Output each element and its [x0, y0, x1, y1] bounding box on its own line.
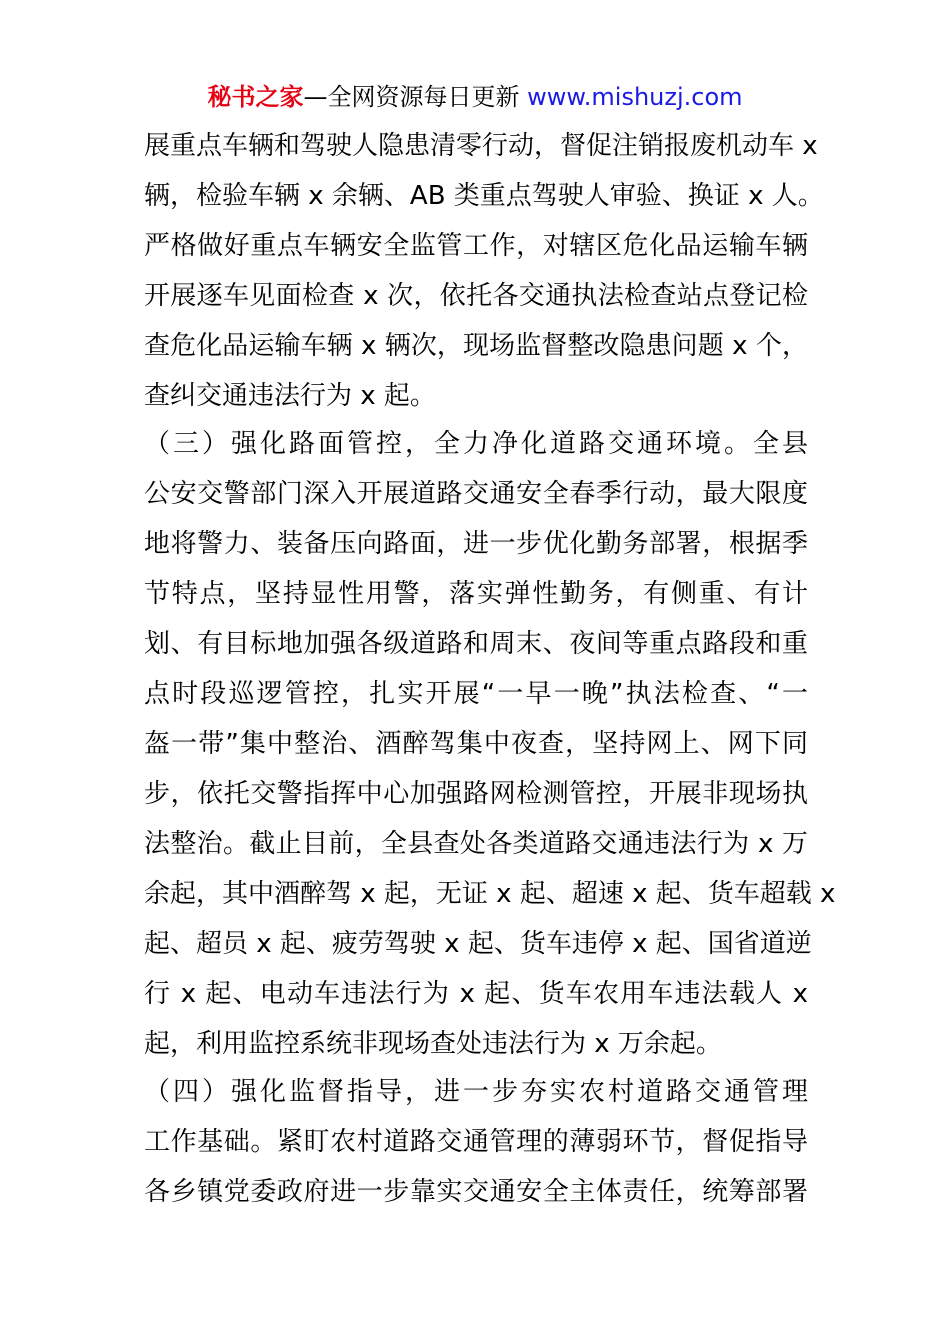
text-line: 节特点，坚持显性用警，落实弹性勤务，有侧重、有计 [144, 579, 808, 609]
text-line: 工作基础。紧盯农村道路交通管理的薄弱环节，督促指导 [144, 1127, 808, 1157]
text-line: 地将警力、装备压向路面，进一步优化勤务部署，根据季 [144, 529, 808, 559]
text-line: 各乡镇党委政府进一步靠实交通安全主体责任，统筹部署 [144, 1177, 808, 1207]
text-line: 起，利用监控系统非现场查处违法行为 x 万余起。 [144, 1029, 722, 1059]
text-line: 起、超员 x 起、疲劳驾驶 x 起、货车违停 x 起、国省道逆 [144, 929, 812, 959]
text-line: 展重点车辆和驾驶人隐患清零行动，督促注销报废机动车 x [144, 131, 818, 161]
text-line: 步，依托交警指挥中心加强路网检测管控，开展非现场执 [144, 779, 808, 809]
section-heading-line: （四）强化监督指导，进一步夯实农村道路交通管理 [144, 1077, 808, 1107]
header-tagline: —全网资源每日更新 [303, 83, 528, 111]
text-line: 公安交警部门深入开展道路交通安全春季行动，最大限度 [144, 479, 808, 509]
text-line: 辆，检验车辆 x 余辆、AB 类重点驾驶人审验、换证 x 人。 [144, 181, 824, 211]
text-line: 查危化品运输车辆 x 辆次，现场监督整改隐患问题 x 个， [144, 331, 808, 361]
text-line: 划、有目标地加强各级道路和周末、夜间等重点路段和重 [144, 629, 808, 659]
text-line: 严格做好重点车辆安全监管工作，对辖区危化品运输车辆 [144, 231, 808, 261]
text-line: 法整治。截止目前，全县查处各类道路交通违法行为 x 万 [144, 829, 808, 859]
brand-name: 秘书之家 [207, 83, 304, 111]
text-line: 盔一带”集中整治、酒醉驾集中夜查，坚持网上、网下同 [144, 729, 808, 759]
section-heading-line: （三）强化路面管控，全力净化道路交通环境。全县 [144, 429, 808, 459]
text-line: 开展逐车见面检查 x 次，依托各交通执法检查站点登记检 [144, 281, 808, 311]
site-header [0, 80, 950, 114]
site-url[interactable]: www.mishuzj.com [527, 83, 743, 111]
text-line: 查纠交通违法行为 x 起。 [144, 381, 436, 411]
text-line: 点时段巡逻管控，扎实开展“一早一晚”执法检查、“一 [144, 679, 808, 709]
text-line: 行 x 起、电动车违法行为 x 起、货车农用车违法载人 x [144, 979, 808, 1009]
text-line: 余起，其中酒醉驾 x 起，无证 x 起、超速 x 起、货车超载 x [144, 879, 836, 909]
